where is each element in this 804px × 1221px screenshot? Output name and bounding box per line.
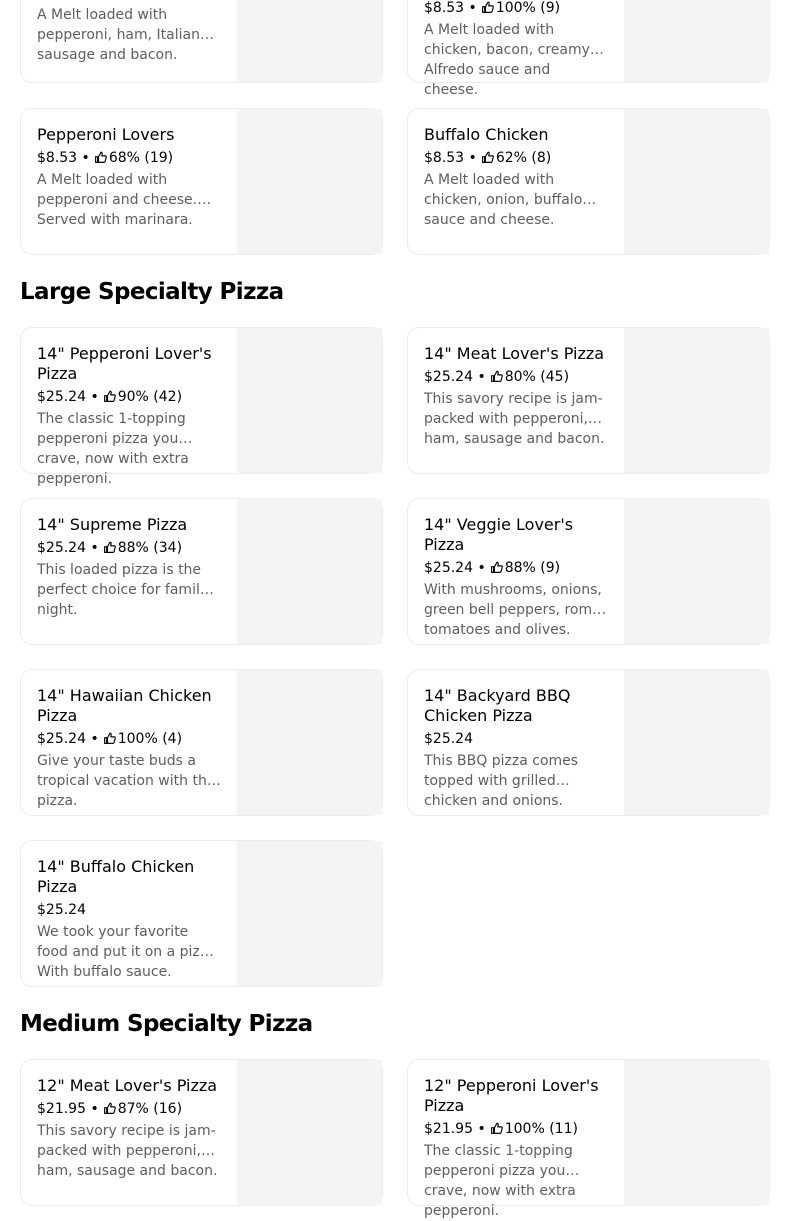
item-meta: $8.53 • 68% (19) — [37, 150, 174, 166]
item-image — [237, 841, 382, 986]
item-name: Pepperoni Lovers — [37, 125, 175, 144]
item-meta: $21.95 • 87% (16) — [37, 1101, 183, 1117]
item-info — [37, 1076, 221, 1179]
item-info — [37, 857, 221, 980]
item-image — [237, 1060, 382, 1205]
item-description: A Melt loaded with chicken, bacon, creamy Alfredo sauce and cheese. — [424, 22, 590, 98]
item-info — [37, 344, 221, 487]
item-price: $25.24 — [424, 560, 473, 576]
item-info — [424, 515, 608, 638]
item-image — [237, 109, 382, 254]
item-image — [624, 109, 769, 254]
item-meta: $8.53 • 100% (9) — [424, 0, 561, 16]
item-info — [37, 686, 221, 809]
item-name: 14" Buffalo Chicken Pizza — [37, 857, 195, 896]
item-image — [624, 0, 769, 82]
item-price: $21.95 — [37, 1101, 86, 1117]
item-meta: $25.24 • 88% (9) — [424, 560, 561, 576]
menu-item-card[interactable] — [20, 669, 383, 816]
item-description: This savory recipe is jam-packed with pepperoni, ham, sausage and bacon. — [37, 1123, 218, 1179]
item-name: 12" Meat Lover's Pizza — [37, 1076, 218, 1095]
thumbs-up-icon — [94, 151, 107, 164]
item-price: $8.53 — [424, 0, 465, 16]
section-title: Large Specialty Pizza — [20, 279, 284, 305]
thumbs-up-icon — [490, 561, 503, 574]
menu-item-card[interactable] — [407, 0, 770, 98]
item-info — [424, 0, 608, 98]
item-rating: 88% (9) — [504, 560, 561, 576]
thumbs-up-icon — [103, 390, 116, 403]
item-price: $8.53 — [424, 150, 465, 166]
thumbs-up-icon — [481, 151, 494, 164]
item-name: Buffalo Chicken — [424, 125, 549, 144]
item-info — [424, 1076, 608, 1219]
item-image — [237, 0, 382, 82]
item-meta: $25.24 • 90% (42) — [37, 389, 183, 405]
item-price: $25.24 — [37, 540, 86, 556]
item-rating: 62% (8) — [495, 150, 552, 166]
item-image — [237, 670, 382, 815]
item-description: We took your favorite food and put it on a pizza. With buffalo sauce. — [37, 924, 221, 980]
item-description: A Melt loaded with pepperoni, ham, Italian sausage and bacon. — [37, 7, 200, 63]
item-description: The classic 1-topping pepperoni pizza you crave, now with extra pepperoni. — [37, 411, 189, 487]
thumbs-up-icon — [490, 370, 503, 383]
item-rating: 100% (4) — [117, 731, 183, 747]
item-image — [624, 328, 769, 473]
menu-item-card[interactable] — [20, 840, 383, 987]
item-name: 14" Veggie Lover's Pizza — [424, 515, 574, 554]
menu-item-card[interactable] — [20, 0, 383, 83]
item-name: 14" Meat Lover's Pizza — [424, 344, 605, 363]
item-description: Give your taste buds a tropical vacation with this pizza. — [37, 753, 219, 809]
item-price: $25.24 — [424, 731, 473, 747]
item-meta: $8.53 • 62% (8) — [424, 150, 552, 166]
item-description: This BBQ pizza comes topped with grilled chicken and onions. — [424, 753, 579, 809]
item-price: $21.95 — [424, 1121, 473, 1137]
menu-item-card[interactable] — [20, 498, 383, 645]
menu-item-card[interactable] — [20, 1059, 383, 1206]
item-info — [424, 344, 608, 447]
item-image — [624, 1060, 769, 1205]
item-description: A Melt loaded with pepperoni and cheese. Served with marinara. — [37, 172, 198, 228]
item-name: 14" Backyard BBQ Chicken Pizza — [424, 686, 571, 725]
item-rating: 88% (34) — [117, 540, 183, 556]
item-name: 14" Pepperoni Lover's Pizza — [37, 344, 212, 383]
item-meta: $25.24 • 88% (34) — [37, 540, 183, 556]
section-title: Medium Specialty Pizza — [20, 1011, 313, 1037]
thumbs-up-icon — [103, 732, 116, 745]
item-rating: 68% (19) — [108, 150, 174, 166]
item-image — [237, 328, 382, 473]
thumbs-up-icon — [490, 1122, 503, 1135]
item-rating: 100% (11) — [504, 1121, 578, 1137]
item-name: 12" Pepperoni Lover's Pizza — [424, 1076, 599, 1115]
item-meta — [424, 729, 608, 749]
item-info — [424, 125, 608, 228]
thumbs-up-icon — [103, 1102, 116, 1115]
item-info — [37, 125, 221, 228]
item-info — [37, 515, 221, 618]
item-rating: 90% (42) — [117, 389, 183, 405]
menu-item-card[interactable] — [407, 498, 770, 645]
item-price: $8.53 — [37, 150, 78, 166]
item-description: A Melt loaded with chicken, onion, buffalo sauce and cheese. — [424, 172, 583, 228]
item-description: This savory recipe is jam-packed with pepperoni, ham, sausage and bacon. — [424, 391, 605, 447]
item-rating: 80% (45) — [504, 369, 570, 385]
item-image — [237, 499, 382, 644]
menu-item-card[interactable] — [20, 327, 383, 487]
item-info — [37, 3, 221, 63]
menu-item-card[interactable] — [20, 108, 383, 255]
item-price: $25.24 — [37, 731, 86, 747]
item-image — [624, 670, 769, 815]
item-info — [424, 686, 608, 809]
item-meta — [37, 900, 221, 920]
item-meta: $25.24 • 100% (4) — [37, 731, 183, 747]
menu-item-card[interactable] — [407, 108, 770, 255]
item-description: With mushrooms, onions, green bell peppers, roma tomatoes and olives. — [424, 582, 602, 638]
item-description: This loaded pizza is the perfect choice for family night. — [37, 562, 209, 618]
item-price: $25.24 — [424, 369, 473, 385]
thumbs-up-icon — [481, 1, 494, 14]
item-description: The classic 1-topping pepperoni pizza you crave, now with extra pepperoni. — [424, 1143, 576, 1219]
menu-item-card[interactable] — [407, 327, 770, 474]
thumbs-up-icon — [103, 541, 116, 554]
item-rating: 100% (9) — [495, 0, 561, 16]
item-meta: $25.24 • 80% (45) — [424, 369, 570, 385]
item-image — [624, 499, 769, 644]
item-name: 14" Supreme Pizza — [37, 515, 188, 534]
item-name: 14" Hawaiian Chicken Pizza — [37, 686, 212, 725]
menu-item-card[interactable] — [407, 1059, 770, 1219]
item-rating: 87% (16) — [117, 1101, 183, 1117]
item-price: $25.24 — [37, 902, 86, 918]
item-price: $25.24 — [37, 389, 86, 405]
item-meta: $21.95 • 100% (11) — [424, 1121, 578, 1137]
menu-item-card[interactable] — [407, 669, 770, 816]
